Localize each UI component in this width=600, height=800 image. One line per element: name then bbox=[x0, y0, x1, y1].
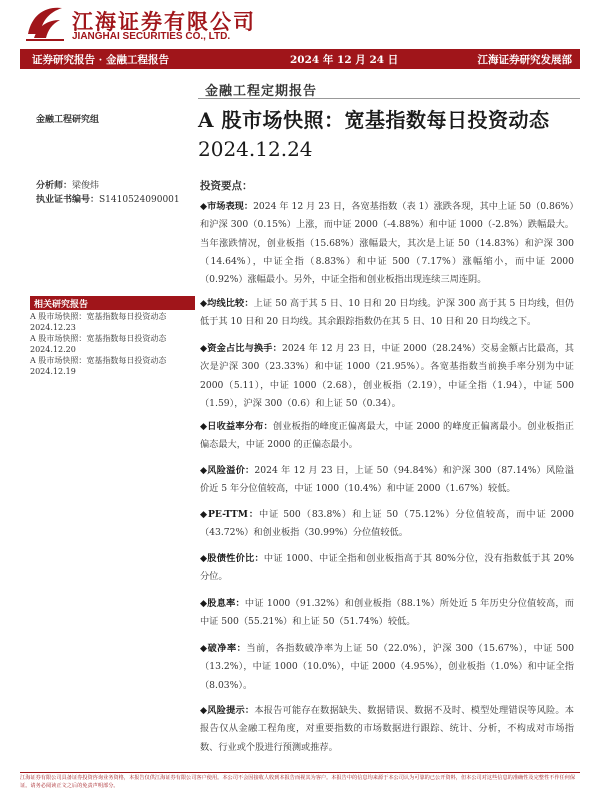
section-key: ◆破净率： bbox=[200, 643, 247, 654]
section-key: ◆资金占比与换手： bbox=[200, 343, 282, 354]
section-key: ◆均线比较： bbox=[200, 298, 254, 309]
company-logo bbox=[24, 4, 254, 42]
report-category: 证券研究报告 · 金融工程报告 bbox=[32, 54, 169, 66]
section-risk-warning bbox=[200, 702, 574, 757]
section-capital-turnover bbox=[200, 340, 574, 413]
section-text: 创业板指的峰度正偏离最大，中证 2000 的峰度正偏离最小。创业板指正偏态最大，中证 2000 的正偏态最小。 bbox=[200, 421, 574, 451]
section-risk-premium bbox=[200, 462, 574, 499]
license bbox=[36, 192, 180, 205]
section-below-book-ratio bbox=[200, 640, 574, 695]
license-number: S1410524090001 bbox=[99, 195, 180, 205]
report-title: A 股市场快照：宽基指数每日投资动态 bbox=[198, 108, 550, 132]
key-points-label: 投资要点： bbox=[200, 180, 253, 192]
report-type: 金融工程定期报告 bbox=[205, 84, 318, 99]
section-market-performance bbox=[200, 198, 574, 289]
section-pe-ttm bbox=[200, 506, 574, 543]
section-text: 中证 1000、中证全指和创业板指高于其 80%分位，没有指数低于其 20%分位。 bbox=[200, 553, 574, 583]
analyst-label: 分析师： bbox=[36, 181, 73, 191]
report-title-date: 2024.12.24 bbox=[198, 137, 313, 161]
license-label: 执业证书编号： bbox=[36, 195, 100, 205]
section-moving-average bbox=[200, 295, 574, 332]
section-text: 当前，各指数破净率为上证 50（22.0%），沪深 300（15.67%），中证 500（13.2%），中证 1000（10.0%），中证 2000（4.95%），创业板指（1.0%）和中证全指（8.03%）。 bbox=[200, 643, 574, 691]
section-text: 本报告可能存在数据缺失、数据错误、数据不及时、模型处理错误等风险。本报告仅从金融工程角度，对重要指数的市场数据进行跟踪、统计、分析，不构成对市场指数、行业或个股进行预测或推荐。 bbox=[200, 705, 574, 753]
related-reports-header: 相关研究报告 bbox=[30, 296, 195, 310]
section-equity-bond-ratio bbox=[200, 550, 574, 587]
related-reports-list bbox=[30, 312, 195, 378]
section-key: ◆风险溢价： bbox=[200, 465, 255, 476]
section-key: ◆风险提示： bbox=[200, 705, 255, 716]
company-name-en: JIANGHAI SECURITIES CO., LTD. bbox=[72, 31, 231, 42]
section-text: 2024 年 12 月 23 日，各宽基指数（表 1）涨跌各现，其中上证 50（0.86%）和沪深 300（0.15%）上涨，而中证 2000（-4.88%）和中证 1000（-2.8%）跌幅最大。当年涨跌情况，创业板指（15.68%）涨幅最大，其次是上证 50（14.83%）和沪深 300（14.64%），中证全指（8.83%）和中证 500（7.17%）涨幅缩小，而中证 2000（0.92%）涨幅最小。另外，中证全指和创业板指出现连续三周连阴。 bbox=[200, 201, 574, 286]
company-name-cn: 江海证券有限公司 bbox=[72, 9, 256, 34]
section-key: ◆股息率： bbox=[200, 598, 245, 609]
footer-divider bbox=[20, 772, 580, 773]
report-date: 2024 年 12 月 24 日 bbox=[290, 54, 399, 66]
related-report-item[interactable]: A 股市场快照：宽基指数每日投资动态 2024.12.23 bbox=[30, 312, 167, 332]
section-text: 2024 年 12 月 23 日，中证 2000（28.24%）交易金额占比最高，其次是沪深 300（23.33%）和中证 1000（21.95%）。各宽基指数当前换手率分别为中证 2000（5.11），中证 1000（2.68），创业板指（2.19），中证全指（1.94），中证 500（1.59），沪深 300（0.6）和上证 50（0.34）。 bbox=[200, 343, 574, 409]
section-key: ◆股债性价比： bbox=[200, 553, 264, 564]
research-department: 江海证券研究发展部 bbox=[477, 54, 572, 66]
section-text: 中证 500（83.8%）和上证 50（75.12%）分位值较高，而中证 2000（43.72%）和创业板指（30.99%）分位值较低。 bbox=[200, 509, 574, 539]
section-key: ◆PE-TTM： bbox=[200, 509, 260, 520]
section-key: ◆市场表现： bbox=[200, 201, 254, 212]
section-text: 上证 50 高于其 5 日、10 日和 20 日均线。沪深 300 高于其 5 日均线，但仍低于其 10 日和 20 日均线。其余跟踪指数仍在其 5 日、10 日和 20 日均线之下。 bbox=[200, 298, 574, 328]
section-dividend-yield bbox=[200, 595, 574, 632]
analyst bbox=[36, 178, 99, 191]
disclaimer: 江海证券有限公司具备证券投资咨询业务资格，本报告仅供江海证券有限公司客户使用。本公司不会因接收人收到本报告而视其为客户。本报告中的信息均来源于本公司认为可靠的已公开资料，但本公司对这些信息的准确性及完整性不作任何保证。请务必阅读正文之后的免责声明部分。 bbox=[20, 775, 576, 789]
research-group: 金融工程研究组 bbox=[36, 115, 100, 125]
jianghai-logo-icon bbox=[24, 4, 66, 42]
section-return-distribution bbox=[200, 418, 574, 455]
related-report-item[interactable]: A 股市场快照：宽基指数每日投资动态 2024.12.20 bbox=[30, 334, 167, 354]
report-header-band bbox=[20, 49, 580, 69]
related-report-item[interactable]: A 股市场快照：宽基指数每日投资动态 2024.12.19 bbox=[30, 356, 167, 376]
section-text: 2024 年 12 月 23 日，上证 50（94.84%）和沪深 300（87.14%）风险溢价近 5 年分位值较高，中证 1000（10.4%）和中证 2000（1.67%）较低。 bbox=[200, 465, 574, 495]
section-text: 中证 1000（91.32%）和创业板指（88.1%）所处近 5 年历史分位值较高，而中证 500（55.21%）和上证 50（51.74%）较低。 bbox=[200, 598, 574, 628]
section-key: ◆日收益率分布： bbox=[200, 421, 273, 432]
analyst-name: 梁俊炜 bbox=[72, 181, 100, 191]
divider bbox=[198, 98, 580, 99]
